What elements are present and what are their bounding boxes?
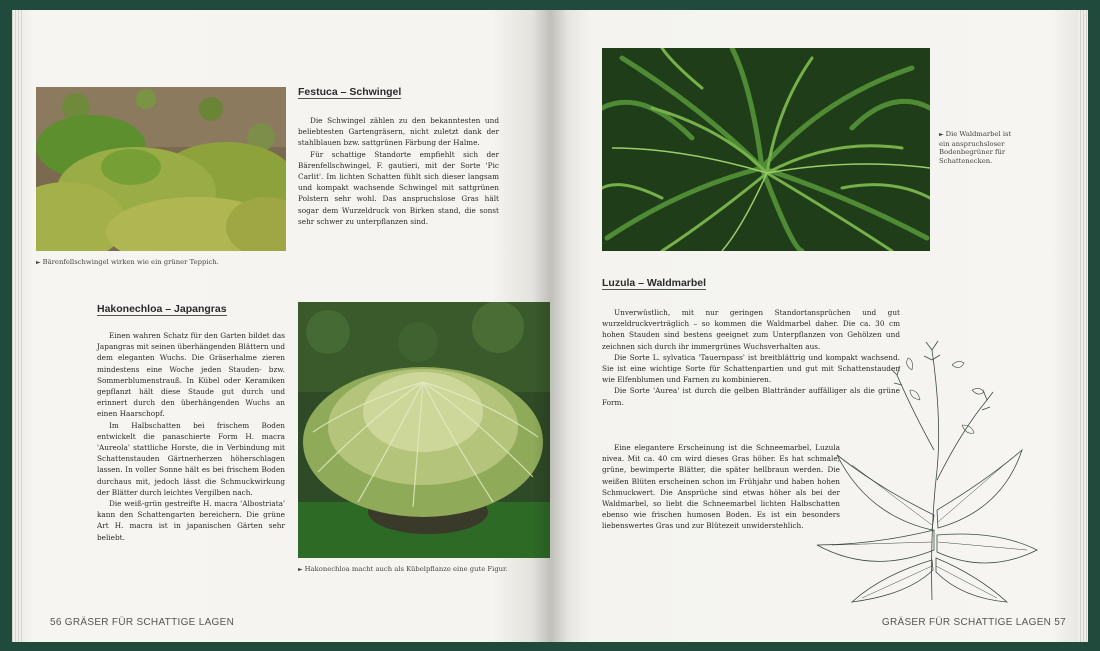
moss-photo: [36, 87, 286, 251]
caption-arrow-icon: ►: [939, 131, 944, 138]
plant-line-drawing: [812, 330, 1042, 605]
caption-arrow-icon: ►: [36, 259, 41, 266]
waldmarbel-photo-caption: ► Die Waldmarbel ist ein anspruchsloser Bodenbegrüner für Schattenecken.: [939, 130, 1012, 165]
luzula-text-nivea: Eine elegantere Erscheinung ist die Schneemarbel, Luzula nivea. Mit ca. 40 cm wird dieses Gras höher. Es hat schmale, grüne, bewimperte Blätter, die später hellbraun werden. Die weißen Blüten erscheinen schon im Frühjahr und haben hohen Schmuckwert. Die Ansprüche sind etwas höher als bei der Waldmarbel, so liebt die Schneemarbel lichten Halbschatten ebenso wie frischen humosen Boden. Es ist ein besonders liebenswertes Gras und zur Blütezeit unwiderstehlich.: [602, 443, 840, 531]
page-edges-left: [12, 10, 22, 642]
left-page: [12, 10, 550, 642]
festuca-heading: Festuca – Schwingel: [298, 86, 402, 98]
luzula-heading: Luzula – Waldmarbel: [602, 277, 707, 289]
waldmarbel-photo: [602, 48, 930, 251]
caption-arrow-icon: ►: [298, 566, 303, 573]
japangras-photo-caption: ► Hakonechloa macht auch als Kübelpflanze eine gute Figur.: [298, 565, 508, 573]
moss-photo-caption: ► Bärenfellschwingel wirken wie ein grüner Teppich.: [36, 258, 219, 266]
japangras-photo: [298, 302, 550, 558]
hakonechloa-text: Einen wahren Schatz für den Garten bildet das Japangras mit seinen überhängenden Blättern und dem eleganten Wuchs. Die Gräserhalme zieren mindestens eine Woche jeden Stauden- bzw. Sommerblumenstrauß. In Kübel oder Keramiken gepflanzt hält diese Staude gut durch und erinnert durch den überhängenden Wuchs an einen Haarschopf. Im Halbschatten bei frischem Boden entwickelt die panaschierte Form H. macra 'Aureola' stattliche Horste, die in Verbindung mit Schattenstauden Gärtnerherzen höherschlagen lassen. In voller Sonne hält es bei frischem Boden durchaus mit, jedoch lässt die Schmuckwirkung der Blätter durch leichtes Vergilben nach. Die weiß-grün gestreifte H. macra 'Albostriata' kann den Schattengarten bereichern. Die grüne Art H. macra ist in japanischen Gärten sehr beliebt.: [97, 331, 285, 542]
open-book: [12, 10, 1088, 642]
right-page: [550, 10, 1088, 642]
left-footer: 56 GRÄSER FÜR SCHATTIGE LAGEN: [50, 617, 235, 628]
page-edges-right: [1078, 10, 1088, 642]
gutter-shadow: [532, 10, 568, 642]
luzula-text-top: Unverwüstlich, mit nur geringen Standortansprüchen und gut wurzeldruckverträglich – so kommen die Waldmarbel daher. Die ca. 30 cm hohen Stauden sind bestens geeignet zum Unterpflanzen von Gehölzen und zeichnen sich durch ihr immergrünes Wuchsverhalten aus. Die Sorte L. sylvatica 'Tauernpass' ist breitblättrig und kompakt wachsend. Sie ist eine wichtige Sorte für Schattenpartien und gut mit Schattenstauden wie Elfenblumen und Farnen zu kombinieren. Die Sorte 'Aurea' ist durch die gelben Blattränder auffälliger als die grüne Form.: [602, 308, 900, 407]
right-footer: GRÄSER FÜR SCHATTIGE LAGEN 57: [881, 617, 1066, 628]
hakonechloa-heading: Hakonechloa – Japangras: [97, 303, 227, 315]
festuca-text: Die Schwingel zählen zu den bekanntesten und beliebtesten Gartengräsern, nicht zuletzt dank der stahlblauen bzw. sattgrünen Färbung der Halme. Für schattige Standorte empfiehlt sich der Bärenfellschwingel, F. gautieri, mit der Sorte 'Pic Carlit'. Im lichten Schatten fühlt sich dieser langsam und kompakt wachsende Schwingel mit sattgrünen Polstern sehr wohl. Das anspruchslose Gras hält sogar dem Wurzeldruck von Birken stand, die sonst sehr schwer zu unterpflanzen sind.: [298, 116, 499, 226]
